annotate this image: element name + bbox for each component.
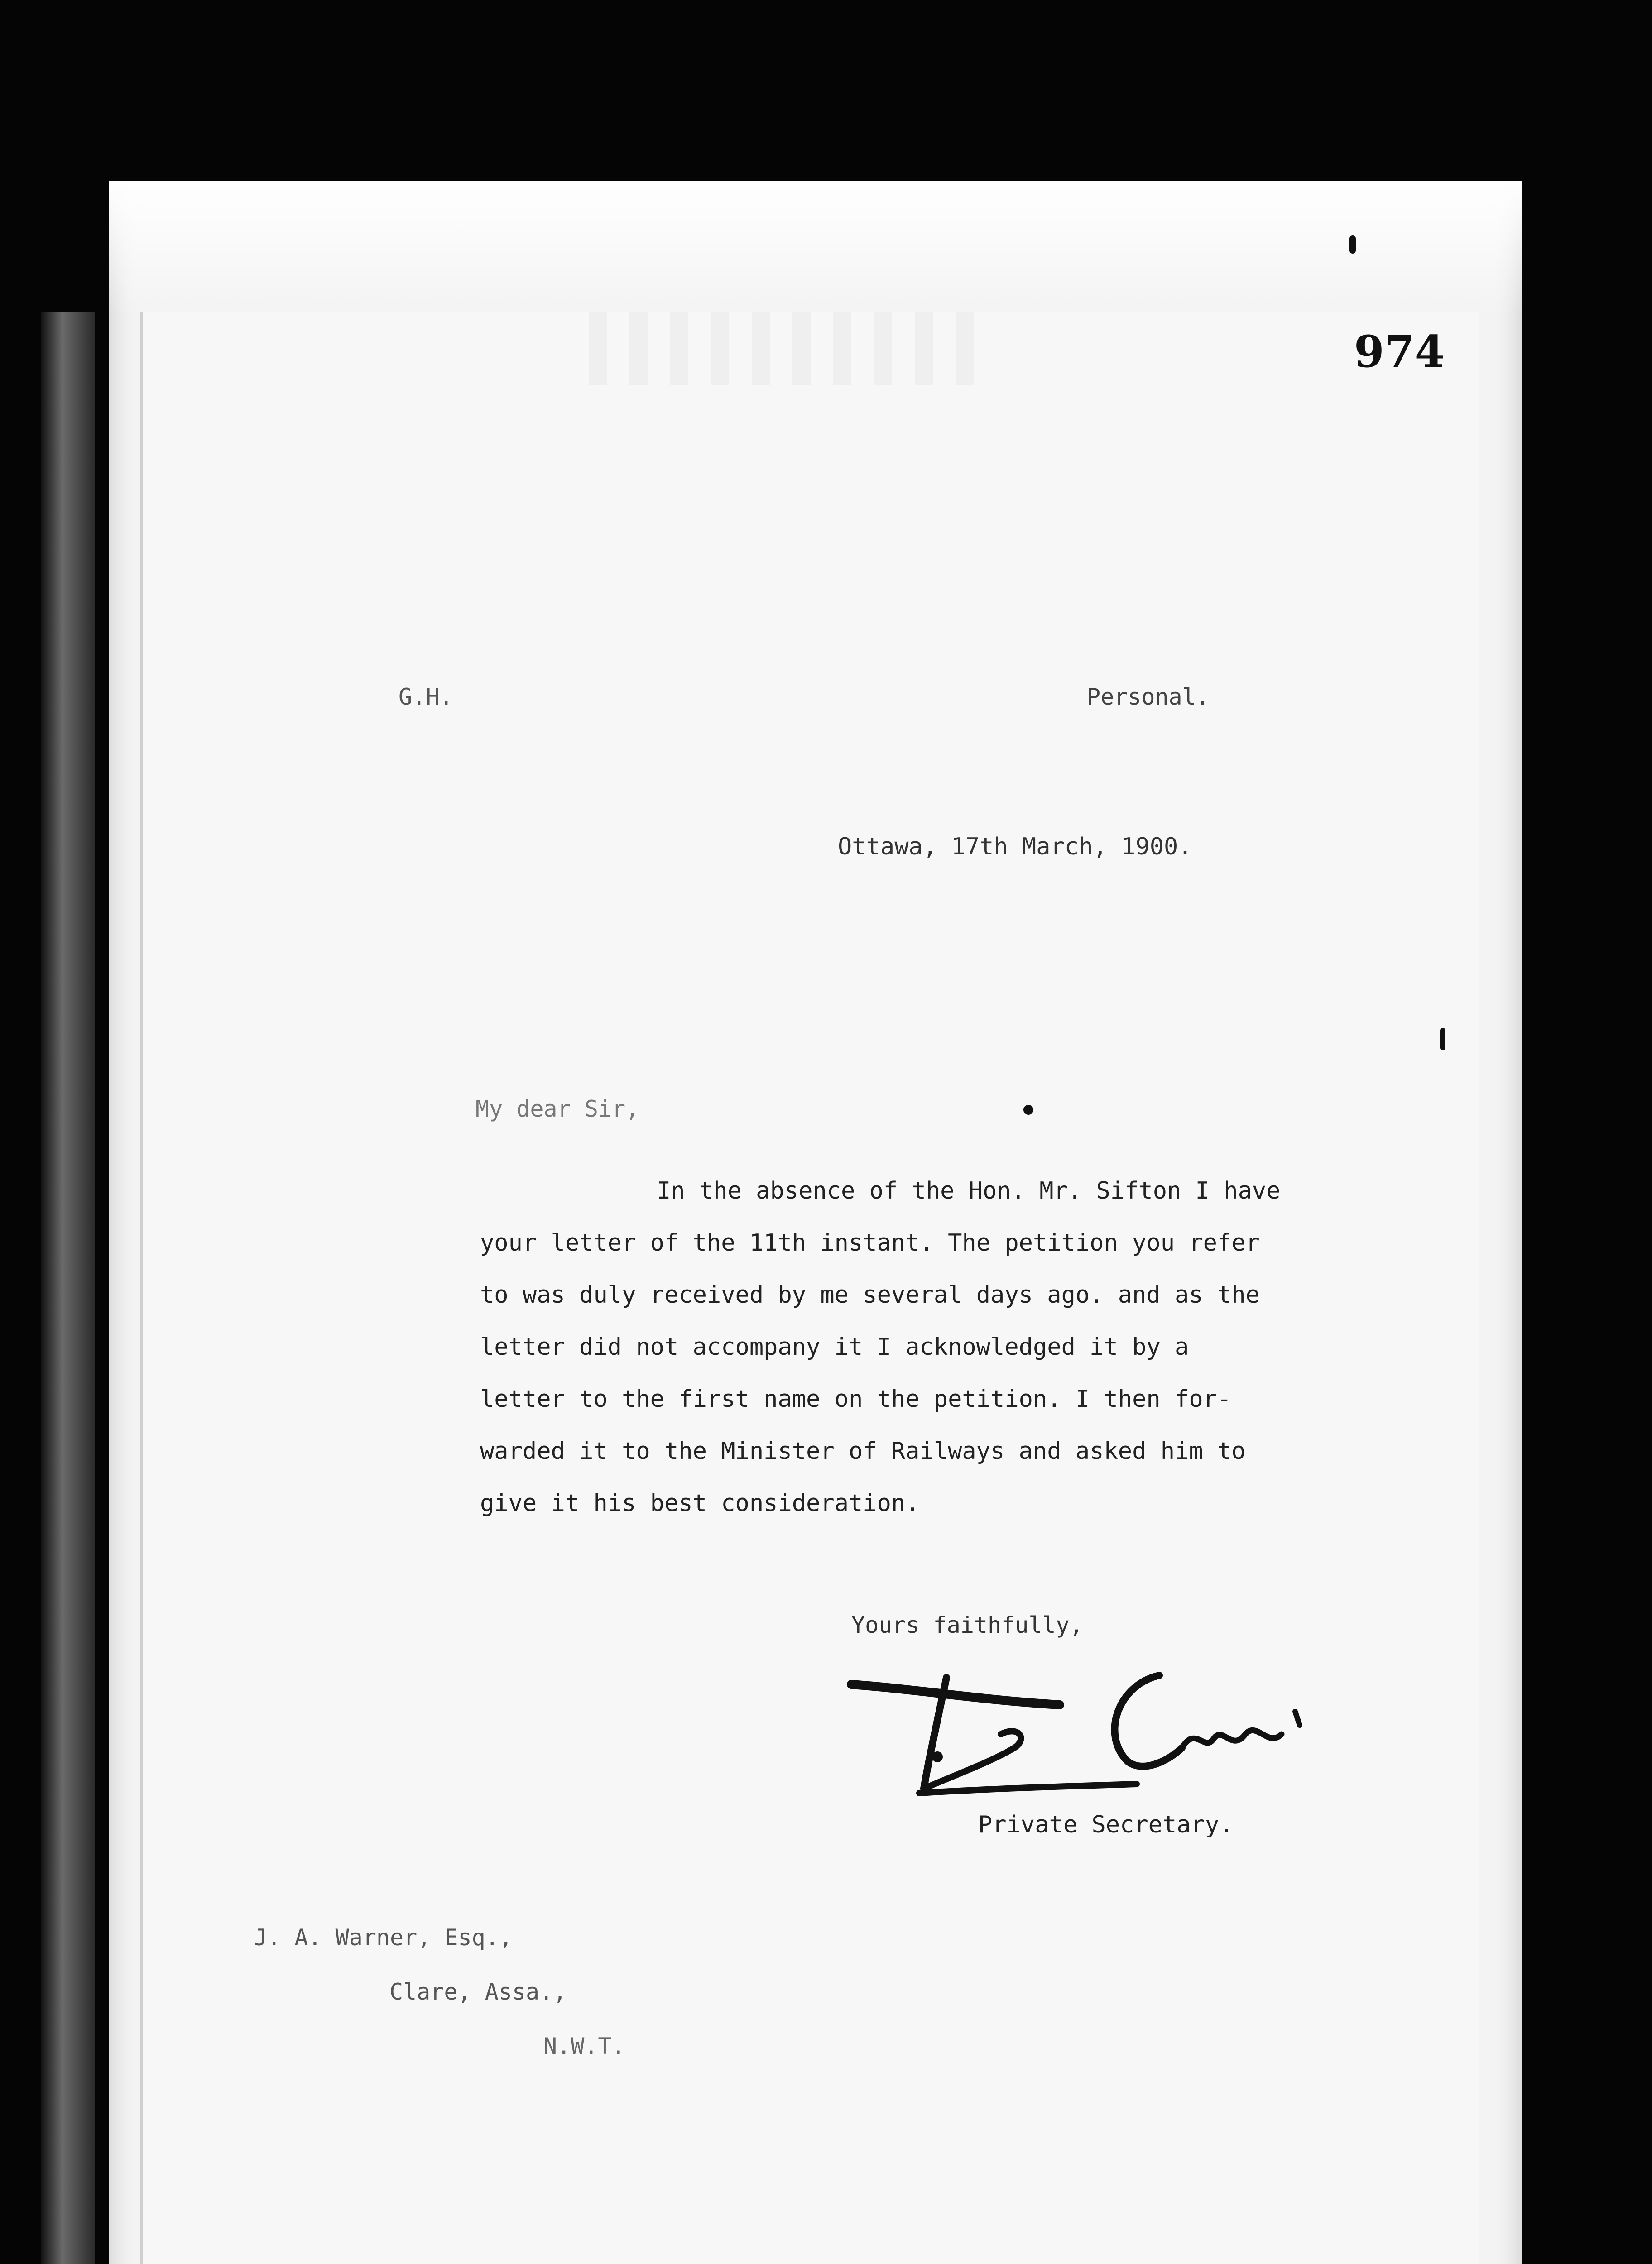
- reference-initials: G.H.: [399, 684, 453, 710]
- ink-spot: [1023, 1105, 1033, 1115]
- address-line: N.W.T.: [543, 2033, 625, 2059]
- body-line: letter did not accompany it I acknowledged it by a: [480, 1333, 1189, 1361]
- handwritten-signature: [847, 1657, 1327, 1802]
- binding-shadow: [41, 312, 95, 2264]
- complimentary-close: Yours faithfully,: [851, 1612, 1083, 1638]
- body-line: give it his best consideration.: [480, 1490, 920, 1517]
- salutation: My dear Sir,: [475, 1096, 639, 1122]
- body-line: warded it to the Minister of Railways and asked him to: [480, 1438, 1246, 1465]
- address-line: J. A. Warner, Esq.,: [254, 1924, 513, 1951]
- body-line: letter to the first name on the petition. I then for-: [480, 1386, 1232, 1413]
- personal-marking: Personal.: [1087, 684, 1210, 710]
- folio-number: 974: [1354, 326, 1445, 377]
- letterhead-bleedthrough: [589, 312, 996, 385]
- ink-spot: [1349, 235, 1356, 254]
- dateline: Ottawa, 17th March, 1900.: [838, 833, 1192, 860]
- ink-spot: [1440, 1028, 1446, 1050]
- address-line: Clare, Assa.,: [389, 1979, 567, 2005]
- body-line: In the absence of the Hon. Mr. Sifton I have: [657, 1177, 1281, 1204]
- body-line: your letter of the 11th instant. The petition you refer: [480, 1229, 1260, 1257]
- page-highlight: [109, 181, 1522, 317]
- body-line: to was duly received by me several days ago. and as the: [480, 1281, 1260, 1309]
- signatory-title: Private Secretary.: [978, 1811, 1234, 1838]
